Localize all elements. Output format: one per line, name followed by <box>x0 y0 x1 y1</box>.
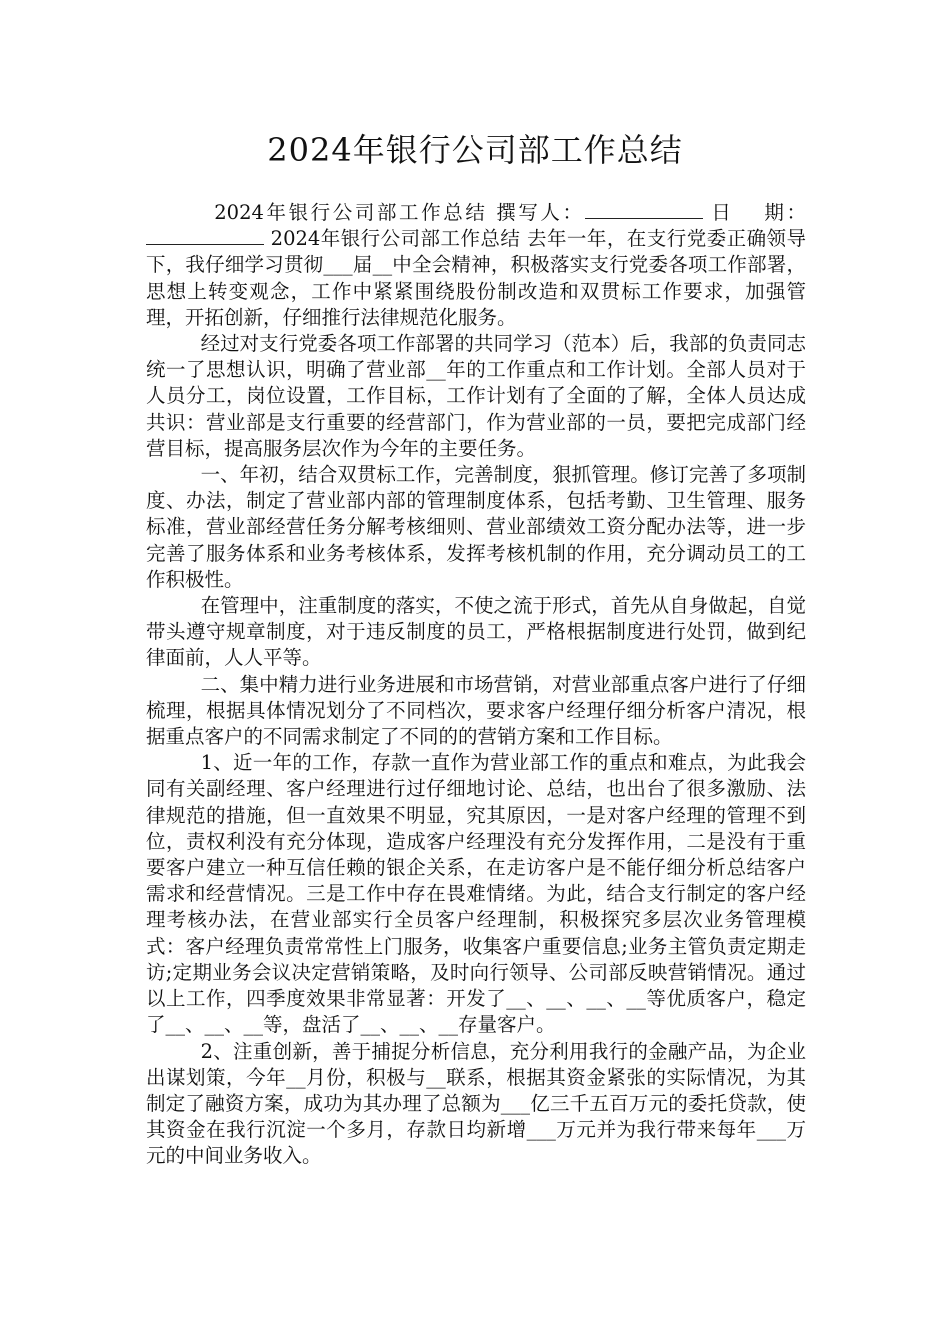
paragraph: 一、年初，结合双贯标工作，完善制度，狠抓管理。修订完善了多项制度、办法，制定了营业部内部的管理制度体系，包括考勤、卫生管理、服务标准，营业部经营任务分解考核细则、营业部绩效工资分配办法等，进一步完善了服务体系和业务考核体系，发挥考核机制的作用，充分调动员工的工作积极性。 <box>146 463 806 591</box>
meta-prefix: 2024年银行公司部工作总结 撰写人： <box>214 201 585 224</box>
paragraph: 二、集中精力进行业务进展和市场营销，对营业部重点客户进行了仔细梳理，根据具体情况划分了不同档次，要求客户经理仔细分析客户清况，根据重点客户的不同需求制定了不同的的营销方案和工作目标。 <box>146 672 806 749</box>
paragraph: 2、注重创新，善于捕捉分析信息，充分利用我行的金融产品，为企业出谋划策，今年__月份，积极与__联系，根据其资金紧张的实际情况，为其制定了融资方案，成功为其办理了总额为___亿三千五百万元的委托贷款，使其资金在我行沉淀一个多月，存款日均新增___万元并为我行带来每年___万元的中间业务收入。 <box>146 1039 806 1168</box>
meta-paragraph <box>146 200 806 331</box>
paragraph: 1、近一年的工作，存款一直作为营业部工作的重点和难点，为此我会同有关副经理、客户经理进行过仔细地讨论、总结，也出台了很多激励、法律规范的措施，但一直效果不明显，究其原因，一是对客户经理的管理不到位，责权利没有充分体现，造成客户经理没有充分发挥作用，二是没有于重要客户建立一种互信任赖的银企关系，在走访客户是不能仔细分析总结客户需求和经营情况。三是工作中存在畏难情绪。为此，结合支行制定的客户经理考核办法，在营业部实行全员客户经理制，积极探究多层次业务管理模式：客户经理负责常常性上门服务，收集客户重要信息;业务主管负责定期走访;定期业务会议决定营销策略，及时向行领导、公司部反映营销情况。通过以上工作，四季度效果非常显著：开发了__、__、__、__等优质客户，稳定了__、__、__等，盘活了__、__、__存量客户。 <box>146 751 806 1037</box>
intro-text: 2024年银行公司部工作总结 去年一年，在支行党委正确领导下，我仔细学习贯彻___届__中全会精神，积极落实支行党委各项工作部署，思想上转变观念，工作中紧紧围绕股份制改造和双贯标工作要求，加强管理，开拓创新，仔细推行法律规范化服务。 <box>146 227 806 329</box>
document-title: 2024年银行公司部工作总结 <box>267 131 683 169</box>
date-label: 日 期： <box>702 201 807 224</box>
paragraph: 经过对支行党委各项工作部署的共同学习（范本）后，我部的负责同志统一了思想认识，明确了营业部__年的工作重点和工作计划。全部人员对于人员分工，岗位设置，工作目标，工作计划有了全面的了解，全体人员达成共识：营业部是支行重要的经营部门，作为营业部的一员，要把完成部门经营目标，提高服务层次作为今年的主要任务。 <box>146 332 806 460</box>
document-body <box>146 200 806 1170</box>
author-blank <box>585 200 703 219</box>
date-blank <box>146 226 264 245</box>
paragraph: 在管理中，注重制度的落实，不使之流于形式，首先从自身做起，自觉带头遵守规章制度，对于违反制度的员工，严格根据制度进行处罚，做到纪律面前，人人平等。 <box>146 594 806 670</box>
